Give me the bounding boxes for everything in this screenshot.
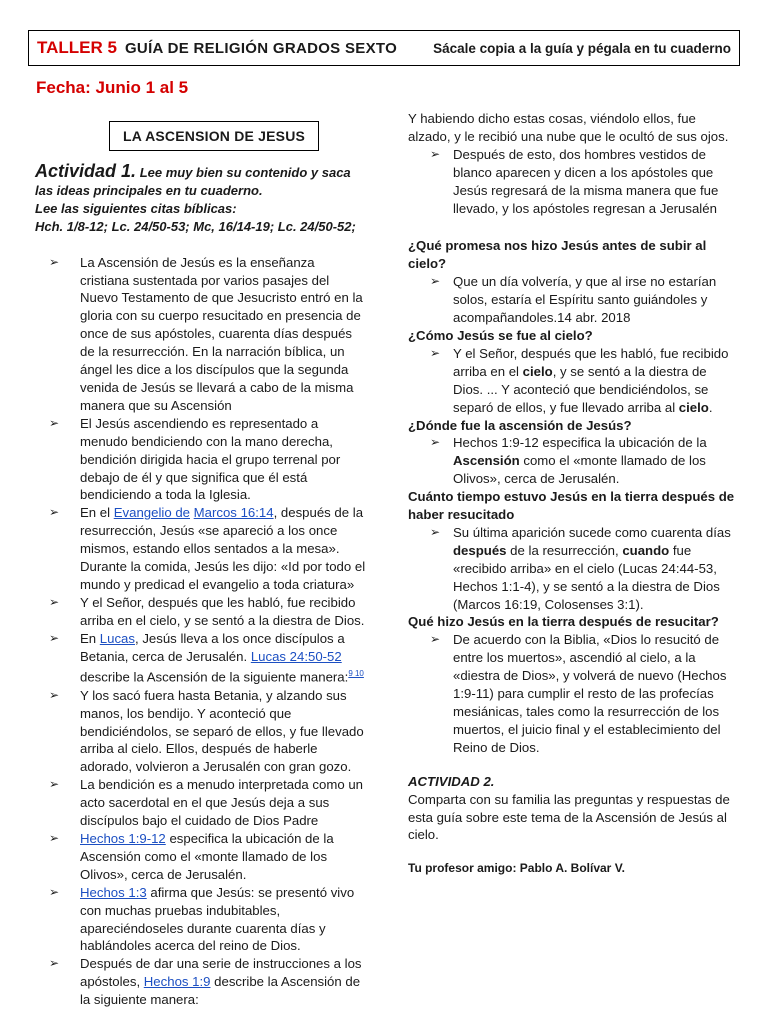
arrow-bullet-icon: ➢ xyxy=(49,505,60,520)
item-text: La Ascensión de Jesús es la enseñanza cristiana sustentada por varios pasajes del Nuevo Testamento de que Jesucristo entró en la gloria con su cuerpo resucitado en presencia de once de sus apóstoles, cuarenta días después de la resurrección. En la narración bíblica, un ángel les dice a los discípulos que la segunda venida de Jesús se llevará a cabo de la misma manera que su Ascensión xyxy=(80,254,363,413)
arrow-bullet-icon: ➢ xyxy=(49,956,60,971)
list-item xyxy=(35,830,367,884)
emphasis: cielo xyxy=(522,363,553,379)
question-1: ¿Qué promesa nos hizo Jesús antes de subir al cielo? xyxy=(408,238,707,272)
answer-3-list xyxy=(408,434,738,488)
item-text: , Jesús lleva a los once discípulos a Betania, cerca de Jerusalén. xyxy=(80,630,345,664)
marcos-16-14-link[interactable]: Marcos 16:14 xyxy=(193,505,274,521)
lucas-24-50-52-link[interactable]: Lucas 24:50-52 xyxy=(250,648,342,664)
emphasis: después xyxy=(453,542,507,558)
arrow-bullet-icon: ➢ xyxy=(430,345,441,360)
lesson-title: LA ASCENSION DE JESUS xyxy=(109,121,319,151)
item-text: como el «monte llamado de los Olivos», cerca de Jerusalén. xyxy=(453,453,706,487)
arrow-bullet-icon: ➢ xyxy=(49,415,60,430)
item-text: , y se sentó a la diestra de Dios. ... Y aconteció que bendiciéndolos, se separó de ellos, y fue llevado arriba al xyxy=(453,363,709,415)
item-text: En xyxy=(80,630,100,646)
arrow-bullet-icon: ➢ xyxy=(49,630,60,645)
question-4: Cuánto tiempo estuvo Jesús en la tierra después de haber resucitado xyxy=(408,489,735,523)
header-box xyxy=(28,30,740,66)
hechos-1-9-12-link[interactable]: Hechos 1:9-12 xyxy=(80,831,166,847)
citations-list: Hch. 1/8-12; Lc. 24/50-53; Mc, 16/14-19; Lc. 24/50-52; xyxy=(35,218,356,234)
item-text: . xyxy=(708,399,713,415)
gospel-link[interactable]: Evangelio de xyxy=(113,505,190,521)
list-item xyxy=(408,273,738,327)
item-text: Hechos 1:9-12 especifica la ubicación de la xyxy=(453,435,707,451)
list-item xyxy=(408,146,738,218)
item-text: Y el Señor, después que les habló, fue recibido arriba en el cielo, y se sentó a la diestra de Dios. xyxy=(80,594,365,628)
arrow-bullet-icon: ➢ xyxy=(430,632,441,647)
right-column xyxy=(408,110,738,878)
citations-title: Lee las siguientes citas bíblicas: xyxy=(35,200,237,216)
copy-instruction: Sácale copia a la guía y pégala en tu cuaderno xyxy=(433,40,731,56)
arrow-bullet-icon: ➢ xyxy=(49,831,60,846)
emphasis: Ascensión xyxy=(453,453,520,469)
item-text: De acuerdo con la Biblia, «Dios lo resucitó de entre los muertos», ascendió al cielo, a la «diestra de Dios», y volverá de nuevo (Hechos 1:9-11) para cumplir el resto de las profecías mesiánicas, tales como la resurrección de los muertos, el juicio final y el establecimiento del Reino de Dios. xyxy=(453,632,727,755)
list-item xyxy=(35,687,367,777)
arrow-bullet-icon: ➢ xyxy=(49,254,60,269)
list-item xyxy=(35,776,367,830)
arrow-bullet-icon: ➢ xyxy=(49,884,60,899)
footnote-ref-link[interactable]: 9 10 xyxy=(348,669,364,679)
item-text: fue «recibido arriba» en el cielo (Lucas 24:44-53, Hechos 1:1-4), y se sentó a la diestra de Dios (Marcos 16:19, Colosenses 3:1). xyxy=(453,542,720,612)
date-line: Fecha: Junio 1 al 5 xyxy=(36,78,189,97)
item-text: Después de dar una serie de instrucciones a los apóstoles, xyxy=(80,956,362,990)
item-text: Después de esto, dos hombres vestidos de blanco aparecen y dicen a los apóstoles que Jesús regresará de la misma manera que fue llevado, y los apóstoles regresan a Jerusalén xyxy=(453,146,719,216)
teacher-signature: Tu profesor amigo: Pablo A. Bolívar V. xyxy=(408,861,625,876)
arrow-bullet-icon: ➢ xyxy=(49,687,60,702)
item-text: Y los sacó fuera hasta Betania, y alzando sus manos, los bendijo. Y aconteció que bendiciéndolos, se separó de ellos, y fue llevado arriba al cielo. Ellos, después de haberle adorado, volvieron a Jerusalén con gran gozo. xyxy=(80,687,364,775)
list-item xyxy=(35,504,367,594)
intro-paragraph: Y habiendo dicho estas cosas, viéndolo ellos, fue alzado, y le recibió una nube que le ocultó de sus ojos. xyxy=(408,111,729,144)
answer-2-list xyxy=(408,345,738,417)
activity-1-heading xyxy=(35,163,367,200)
arrow-bullet-icon: ➢ xyxy=(49,594,60,609)
lucas-link[interactable]: Lucas xyxy=(99,630,135,646)
list-item xyxy=(408,434,738,488)
question-2: ¿Cómo Jesús se fue al cielo? xyxy=(408,327,593,343)
item-text: describe la Ascensión de la siguiente manera: xyxy=(80,669,349,685)
answer-1-list xyxy=(408,273,738,327)
item-text: Y el Señor, después que les habló, fue recibido arriba en el xyxy=(453,345,729,379)
item-text: El Jesús ascendiendo es representado a menudo bendiciendo con la mano derecha, bendición dirigida hacia el grupo terrenal por debajo de él y que significa que él está bendiciendo a toda la Iglesia. xyxy=(80,415,341,503)
activity-2-heading: ACTIVIDAD 2. xyxy=(408,773,495,789)
answer-5-list xyxy=(408,631,738,756)
item-text: , después de la resurrección, Jesús «se apareció a los once mismos, estando ellos sentados a la mesa». Durante la comida, Jesús les dijo: «Id por todo el mundo y predicad el evangelio a toda criatura» xyxy=(80,505,366,592)
guide-title: GUÍA DE RELIGIÓN GRADOS SEXTO xyxy=(124,39,398,57)
emphasis: cuando xyxy=(622,542,670,558)
list-item xyxy=(35,884,367,956)
activity-2-text: Comparta con su familia las preguntas y respuestas de esta guía sobre este tema de la Ascensión de Jesús al cielo. xyxy=(408,791,730,843)
intro-list xyxy=(408,146,738,218)
arrow-bullet-icon: ➢ xyxy=(49,777,60,792)
list-item xyxy=(408,345,738,417)
item-text: Que un día volvería, y que al irse no estarían solos, estaría el Espíritu santo guiándoles y acompañandoles.14 abr. 2018 xyxy=(453,274,717,326)
taller-label: TALLER 5 xyxy=(37,38,117,57)
list-item xyxy=(35,955,367,1009)
item-text: afirma que Jesús: se presentó vivo con muchas pruebas indubitables, apareciéndoseles durante cuarenta días y hablándoles acerca del reino de Dios. xyxy=(80,884,355,954)
item-text: describe la Ascensión de la siguiente manera: xyxy=(80,974,361,1008)
activity-1-instruction: Lee muy bien su contenido y saca las ideas principales en tu cuaderno. xyxy=(35,165,351,198)
list-item xyxy=(35,594,367,630)
list-item xyxy=(408,524,738,614)
left-column xyxy=(35,163,367,1009)
list-item xyxy=(408,631,738,756)
hechos-1-9-link[interactable]: Hechos 1:9 xyxy=(143,974,211,990)
item-text: En el xyxy=(80,505,114,521)
item-text: de la resurrección, xyxy=(506,542,623,558)
answer-4-list xyxy=(408,524,738,614)
item-text: La bendición es a menudo interpretada como un acto sacerdotal en el que Jesús deja a sus discípulos bajo el cuidado de Dios Padre xyxy=(80,777,363,829)
left-bullet-list xyxy=(35,254,367,1009)
list-item xyxy=(35,415,367,505)
item-text: especifica la ubicación de la Ascensión como el «monte llamado de los Olivos», cerca de Jerusalén. xyxy=(80,831,334,882)
arrow-bullet-icon: ➢ xyxy=(430,146,441,161)
list-item xyxy=(35,630,367,687)
question-3: ¿Dónde fue la ascensión de Jesús? xyxy=(408,417,632,433)
hechos-1-3-link[interactable]: Hechos 1:3 xyxy=(80,884,147,900)
list-item xyxy=(35,254,367,415)
arrow-bullet-icon: ➢ xyxy=(430,435,441,450)
item-text: Su última aparición sucede como cuarenta días xyxy=(453,524,731,540)
emphasis: cielo xyxy=(678,399,709,415)
activity-1-label: Actividad 1. xyxy=(35,161,137,181)
arrow-bullet-icon: ➢ xyxy=(430,274,441,289)
question-5: Qué hizo Jesús en la tierra después de resucitar? xyxy=(408,614,719,630)
arrow-bullet-icon: ➢ xyxy=(430,524,441,539)
